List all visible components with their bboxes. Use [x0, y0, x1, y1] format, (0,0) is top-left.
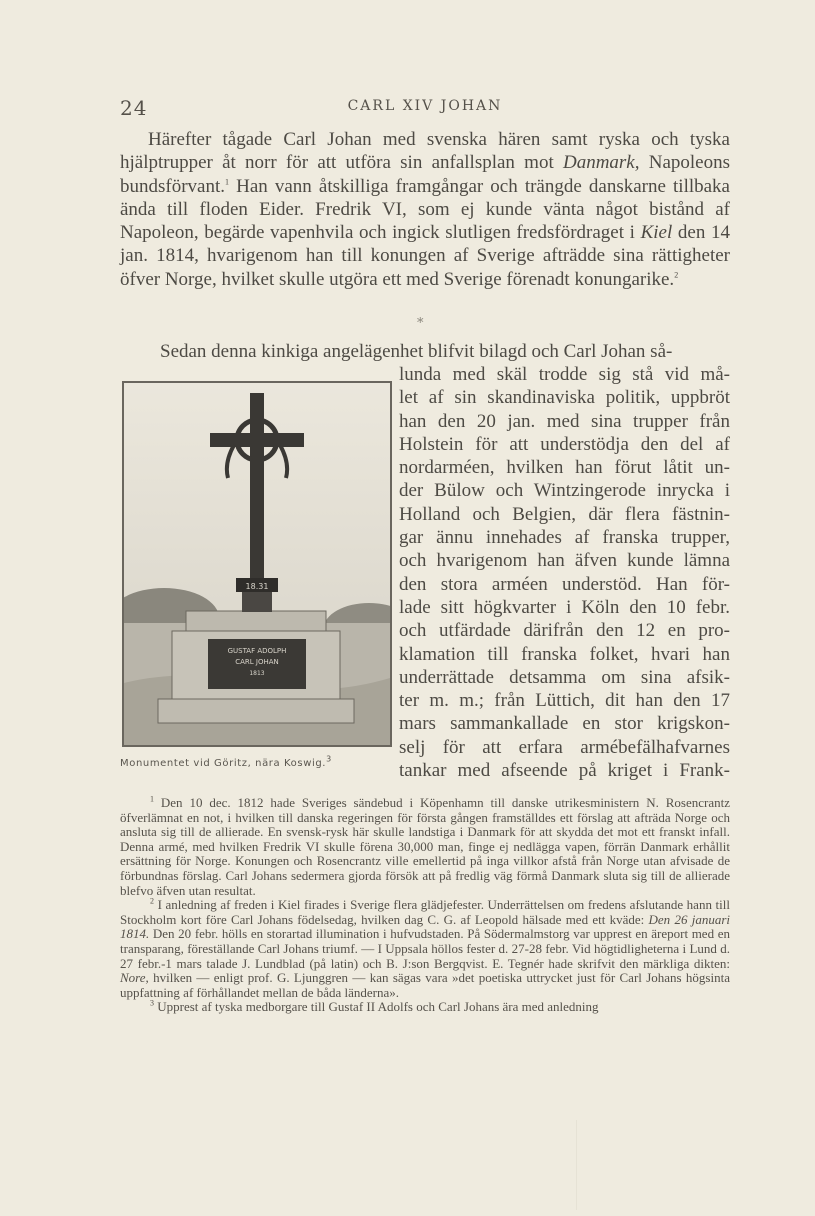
footnote-ref: 2 — [674, 270, 679, 280]
text-line: mars sammankallade en stor krigskon- — [399, 713, 730, 735]
text-line: tankar med afseende på kriget i Frank- — [399, 760, 730, 782]
cross-arm — [210, 433, 304, 447]
date-tag-text: 18.31 — [245, 582, 269, 591]
text-line: gar ännu innehades af franska trupper, — [399, 527, 730, 549]
footnote-mark: 2 — [150, 896, 154, 906]
footnote-text: I anledning af freden i Kiel firades i Sverige flera glädjefester. Underrättelsen om fredens afslutande hann till Stockholm kort före Carl Johans födelsedag, hvilken dag C. G. af Leopold hälsade med ett kväde: — [120, 897, 730, 927]
base-step-top — [186, 611, 326, 633]
plaque-line: GUSTAF ADOLPH — [227, 647, 287, 655]
text-line: och utfärdade därifrån den 12 en pro- — [399, 620, 730, 642]
footnote-1 — [120, 796, 730, 898]
text-line: Holland och Belgien, där flera fästnin- — [399, 503, 730, 525]
figure-caption — [120, 754, 392, 769]
text-line: nordarméen, hvilken han förut låtit un- — [399, 457, 730, 479]
footnote-text: Den 10 dec. 1812 hade Sveriges sändebud i Köpenhamn till danske utrikesministern N. Rosencrantz öfverlämnat en not, i hvilken till danska regeringen för första gången framställdes ett förslag att afträda Norge och ansluta sig till de allierade. En svensk-rysk här skulle landstiga i Danmark för att skydda det mot ett franskt infall. Denna armé, med hvilken Fredrik VI skulle förena 30,000 man, finge ej nedlägga vapen, förrän Danmark erhållit ersättning för Norge. Konungen och Rosencrantz ville emellertid på inga villkor afstå från Norge utan afvisade de förbundnas förslag. Carl Johans sedermera gjorda försök att på fredlig väg förmå Danmark sluta sig till de allierade blefvo äfven utan resultat. — [120, 795, 730, 898]
running-title: CARL XIV JOHAN — [347, 98, 503, 114]
paragraph-text: Han vann åtskilliga framgångar och trängde danskarne tillbaka ända till floden Eider. Fredrik VI, som ej kunde vänta något bistånd af Napoleon, begärde vapenhvila och ingick slutligen fredsfördraget i — [120, 175, 730, 244]
italic-title: Nore, — [120, 970, 149, 986]
footnotes — [120, 796, 730, 1015]
footnote-text: Upprest af tyska medborgare till Gustaf II Adolfs och Carl Johans ära med anledning — [154, 999, 599, 1015]
footnote-ref: 3 — [326, 754, 332, 764]
text-line: och hvarigenom han äfven kunde lämna — [399, 550, 730, 572]
text-line: Holstein för att understödja den del af — [399, 433, 730, 455]
paragraph-text: den 14 jan. 1814, hvarigenom han till konungen af Sverige afträdde sina rättigheter öfver Norge, hvilket skulle utgöra ett med Sverige förenadt konungarike. — [120, 222, 730, 290]
paper-fold-mark — [576, 1120, 807, 1210]
paragraph-text: Napoleons bundsförvant. — [120, 152, 730, 197]
footnote-2 — [120, 898, 730, 1000]
section-asterism: * — [417, 316, 424, 331]
footnote-ref: 1 — [225, 177, 230, 187]
plaque-line: 1813 — [249, 670, 265, 677]
footnote-mark: 1 — [150, 794, 154, 804]
cross-foot — [242, 592, 272, 612]
paragraph-2-first-line: Sedan denna kinkiga angelägenhet blifvit bilagd och Carl Johan så- — [160, 341, 673, 362]
plaque-line: CARL JOHAN — [235, 658, 279, 666]
footnote-text: Den 20 febr. hölls en storartad illumination i hufvudstaden. På Södermalmstorg var upprest en äreport med en transparang, föreställande Carl Johans triumf. — I Uppsala höllos fester d. 27-28 febr. Vid högtidligheterna i Lund d. 27 febr.-1 mars talade J. Lundblad (på latin) och B. J:son Bergqvist. E. Tegnér hade skrifvit den märkliga dikten: — [120, 926, 730, 971]
text-line: han den 20 jan. med sina trupper från — [399, 410, 730, 432]
text-line: underrättade detsamma om sina afsik- — [399, 666, 730, 688]
text-line: der Bülow och Wintzingerode inrycka i — [399, 480, 730, 502]
text-line: let af sin skandinaviska politik, uppbröt — [399, 387, 730, 409]
text-line: klamation till franska folket, hvari han — [399, 643, 730, 665]
monument-illustration — [122, 381, 392, 747]
monument-drawing — [124, 383, 390, 745]
text-line: ter m. m.; från Lüttich, dit han den 17 — [399, 690, 730, 712]
page-number: 24 — [120, 96, 148, 120]
text-line: lunda med skäl trodde sig stå vid må- — [399, 364, 730, 385]
text-line: lade sitt högkvarter i Köln den 10 febr. — [399, 596, 730, 618]
caption-text: Monumentet vid Göritz, nära Koswig. — [120, 758, 327, 769]
paragraph-1 — [120, 128, 730, 291]
text-line: selj för att erfara armébefälhafvarnes — [399, 736, 730, 758]
footnote-3 — [120, 1000, 730, 1015]
paragraph-2-wrapped-column — [399, 363, 730, 782]
paragraph-text: Härefter tågade Carl Johan med svenska hären samt ryska och tyska hjälptrupper åt norr för att utföra sin anfallsplan mot — [120, 129, 730, 174]
footnote-text: hvilken — enligt prof. G. Ljunggren — kan sägas vara »det poetiska uttrycket just för Carl Johans högsinta uppfattning af förhållandet mellan de båda länderna». — [120, 970, 730, 1000]
footnote-mark: 3 — [150, 998, 154, 1008]
italic-place-name: Kiel — [640, 222, 673, 244]
text-line: den stora arméen understöd. Han för- — [399, 573, 730, 595]
base-step-bottom — [158, 699, 354, 723]
italic-title: Den 26 januari 1814. — [120, 911, 730, 942]
page-header — [120, 96, 730, 120]
italic-place-name: Danmark, — [562, 152, 640, 174]
